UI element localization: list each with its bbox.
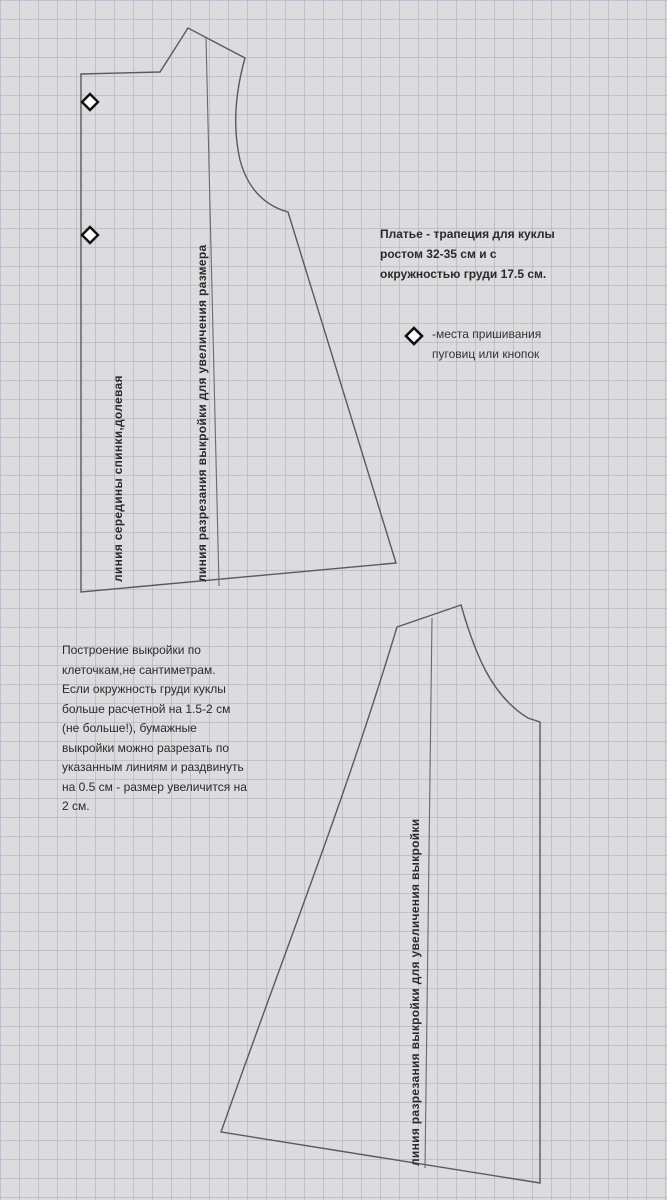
build-note-line: указанным линиям и раздвинуть: [62, 760, 244, 774]
legend-line: -места пришивания: [432, 327, 542, 341]
title-line: окружностью груди 17.5 см.: [380, 267, 547, 281]
title-line: ростом 32-35 см и с: [380, 247, 497, 261]
back-cut-label: линия разрезания выкройки для увеличения размера: [195, 244, 209, 582]
legend-text: [432, 324, 642, 364]
build-note-line: клеточкам,не сантиметрам.: [62, 662, 216, 677]
legend-line: пуговиц или кнопок: [432, 347, 540, 361]
build-note-line: Если окружность груди куклы: [62, 682, 226, 696]
build-note-line: больше расчетной на 1.5-2 см: [62, 701, 231, 716]
diamond-marker-icon: [82, 227, 98, 243]
front-cut-line: [425, 618, 432, 1168]
build-note-line: на 0.5 см - размер увеличится на: [62, 779, 247, 794]
back-center-label: линия середины спинки,долевая: [111, 375, 125, 582]
build-note-line: (не больше!), бумажные: [62, 721, 197, 735]
build-note-line: 2 см.: [62, 799, 90, 813]
build-note-line: Построение выкройки по: [62, 643, 201, 657]
back-piece-outline: [81, 28, 396, 592]
build-note: [62, 641, 332, 817]
front-cut-label: линия разрезания выкройки для увеличения выкройки: [408, 818, 422, 1166]
diamond-marker-icon: [404, 326, 424, 346]
build-note-line: выкройки можно разрезать по: [62, 740, 230, 755]
diamond-marker-icon: [82, 94, 98, 110]
title-note: [380, 224, 630, 284]
title-line: Платье - трапеция для куклы: [380, 227, 555, 241]
